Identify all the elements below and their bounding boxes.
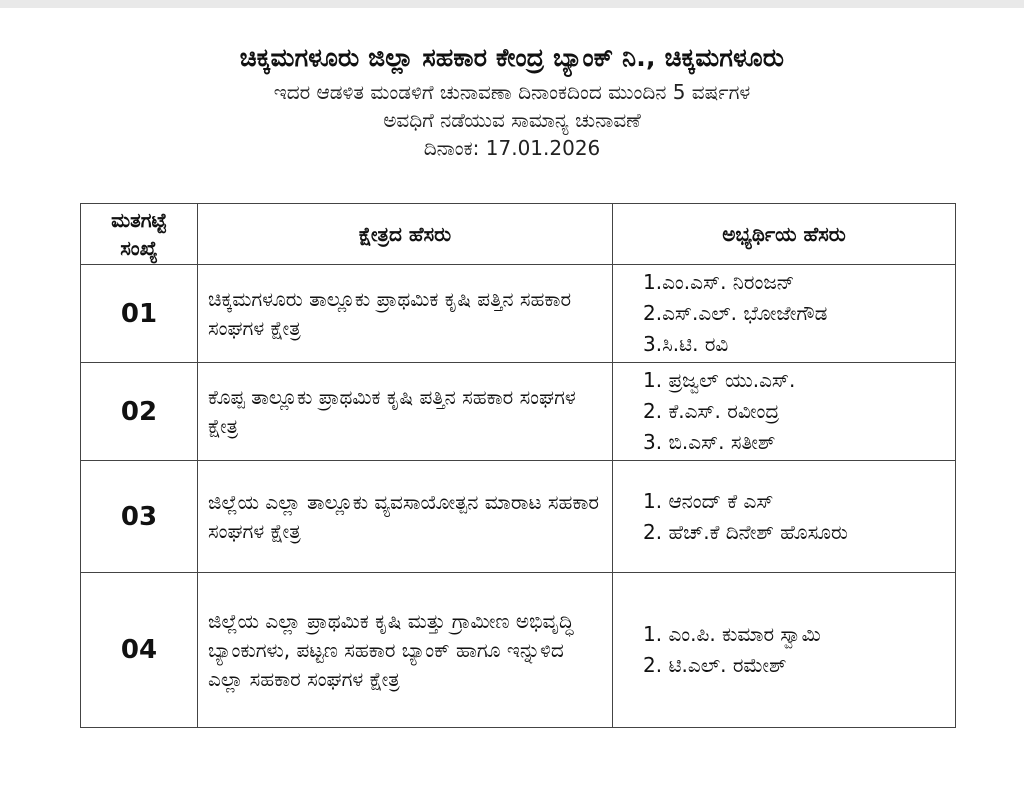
booth-number: 02 <box>81 363 198 461</box>
candidate-list <box>613 363 956 461</box>
header-booth-number <box>81 204 198 265</box>
header-candidate-name: ಅಭ್ಯರ್ಥಿಯ ಹೆಸರು <box>613 204 956 265</box>
area-name: ಚಿಕ್ಕಮಗಳೂರು ತಾಲ್ಲೂಕು ಪ್ರಾಥಮಿಕ ಕೃಷಿ ಪತ್ತಿನ ಸಹಕಾರ ಸಂಘಗಳ ಕ್ಷೇತ್ರ <box>198 265 613 363</box>
table-row <box>81 573 956 728</box>
booth-number: 01 <box>81 265 198 363</box>
table-row <box>81 363 956 461</box>
table-row <box>81 461 956 573</box>
area-name: ಕೊಪ್ಪ ತಾಲ್ಲೂಕು ಪ್ರಾಥಮಿಕ ಕೃಷಿ ಪತ್ತಿನ ಸಹಕಾರ ಸಂಘಗಳ ಕ್ಷೇತ್ರ <box>198 363 613 461</box>
candidate-name: 1. ಆನಂದ್ ಕೆ ಎಸ್ <box>643 488 774 513</box>
candidate-list <box>613 265 956 363</box>
header-booth-number-line1: ಮತಗಟ್ಟೆ <box>111 208 167 232</box>
subtitle-line-2: ಅವಧಿಗೆ ನಡೆಯುವ ಸಾಮಾನ್ಯ ಚುನಾವಣೆ <box>383 108 641 132</box>
candidate-name: 2.ಎಸ್.ಎಲ್. ಭೋಜೇಗೌಡ <box>643 301 828 325</box>
candidate-name: 1.ಎಂ.ಎಸ್. ನಿರಂಜನ್ <box>643 270 795 294</box>
header-booth-number-line2: ಸಂಖ್ಯೆ <box>120 236 158 260</box>
area-name: ಜಿಲ್ಲೆಯ ಎಲ್ಲಾ ಪ್ರಾಥಮಿಕ ಕೃಷಿ ಮತ್ತು ಗ್ರಾಮೀಣ ಅಭಿವೃದ್ಧಿ ಬ್ಯಾಂಕುಗಳು, ಪಟ್ಟಣ ಸಹಕಾರ ಬ್ಯಾಂಕ್ ಹಾಗೂ ಇನ್ನುಳಿದ ಎಲ್ಲಾ ಸಹಕಾರ ಸಂಘಗಳ ಕ್ಷೇತ್ರ <box>198 573 613 728</box>
table-header-row <box>81 204 956 265</box>
document-header <box>0 38 1024 162</box>
candidate-name: 1. ಎಂ.ಪಿ. ಕುಮಾರ ಸ್ವಾಮಿ <box>643 622 821 646</box>
page-title: ಚಿಕ್ಕಮಗಳೂರು ಜಿಲ್ಲಾ ಸಹಕಾರ ಕೇಂದ್ರ ಬ್ಯಾಂಕ್ ನಿ., ಚಿಕ್ಕಮಗಳೂರು <box>239 43 785 72</box>
area-name: ಜಿಲ್ಲೆಯ ಎಲ್ಲಾ ತಾಲ್ಲೂಕು ವ್ಯವಸಾಯೋತ್ಪನ ಮಾರಾಟ ಸಹಕಾರ ಸಂಘಗಳ ಕ್ಷೇತ್ರ <box>198 461 613 573</box>
candidate-name: 3. ಬಿ.ಎಸ್. ಸತೀಶ್ <box>643 430 776 454</box>
booth-number: 03 <box>81 461 198 573</box>
candidate-name: 3.ಸಿ.ಟಿ. ರವಿ <box>643 332 729 356</box>
table-row <box>81 265 956 363</box>
booth-number: 04 <box>81 573 198 728</box>
candidate-list <box>613 573 956 728</box>
candidate-list <box>613 461 956 573</box>
candidate-name: 2. ಹೆಚ್.ಕೆ ದಿನೇಶ್ ಹೊಸೂರು <box>643 519 848 544</box>
candidate-name: 2. ಟಿ.ಎಲ್. ರಮೇಶ್ <box>643 653 787 677</box>
top-border-strip <box>0 0 1024 8</box>
header-area-name: ಕ್ಷೇತ್ರದ ಹೆಸರು <box>198 204 613 265</box>
candidate-name: 1. ಪ್ರಜ್ವಲ್ ಯು.ಎಸ್. <box>643 368 796 392</box>
election-table <box>80 203 956 728</box>
document-date: ದಿನಾಂಕ: 17.01.2026 <box>423 136 601 160</box>
candidate-name: 2. ಕೆ.ಎಸ್. ರವೀಂದ್ರ <box>643 399 780 423</box>
subtitle-line-1: ಇದರ ಆಡಳಿತ ಮಂಡಳಿಗೆ ಚುನಾವಣಾ ದಿನಾಂಕದಿಂದ ಮುಂದಿನ 5 ವರ್ಷಗಳ <box>273 80 751 104</box>
